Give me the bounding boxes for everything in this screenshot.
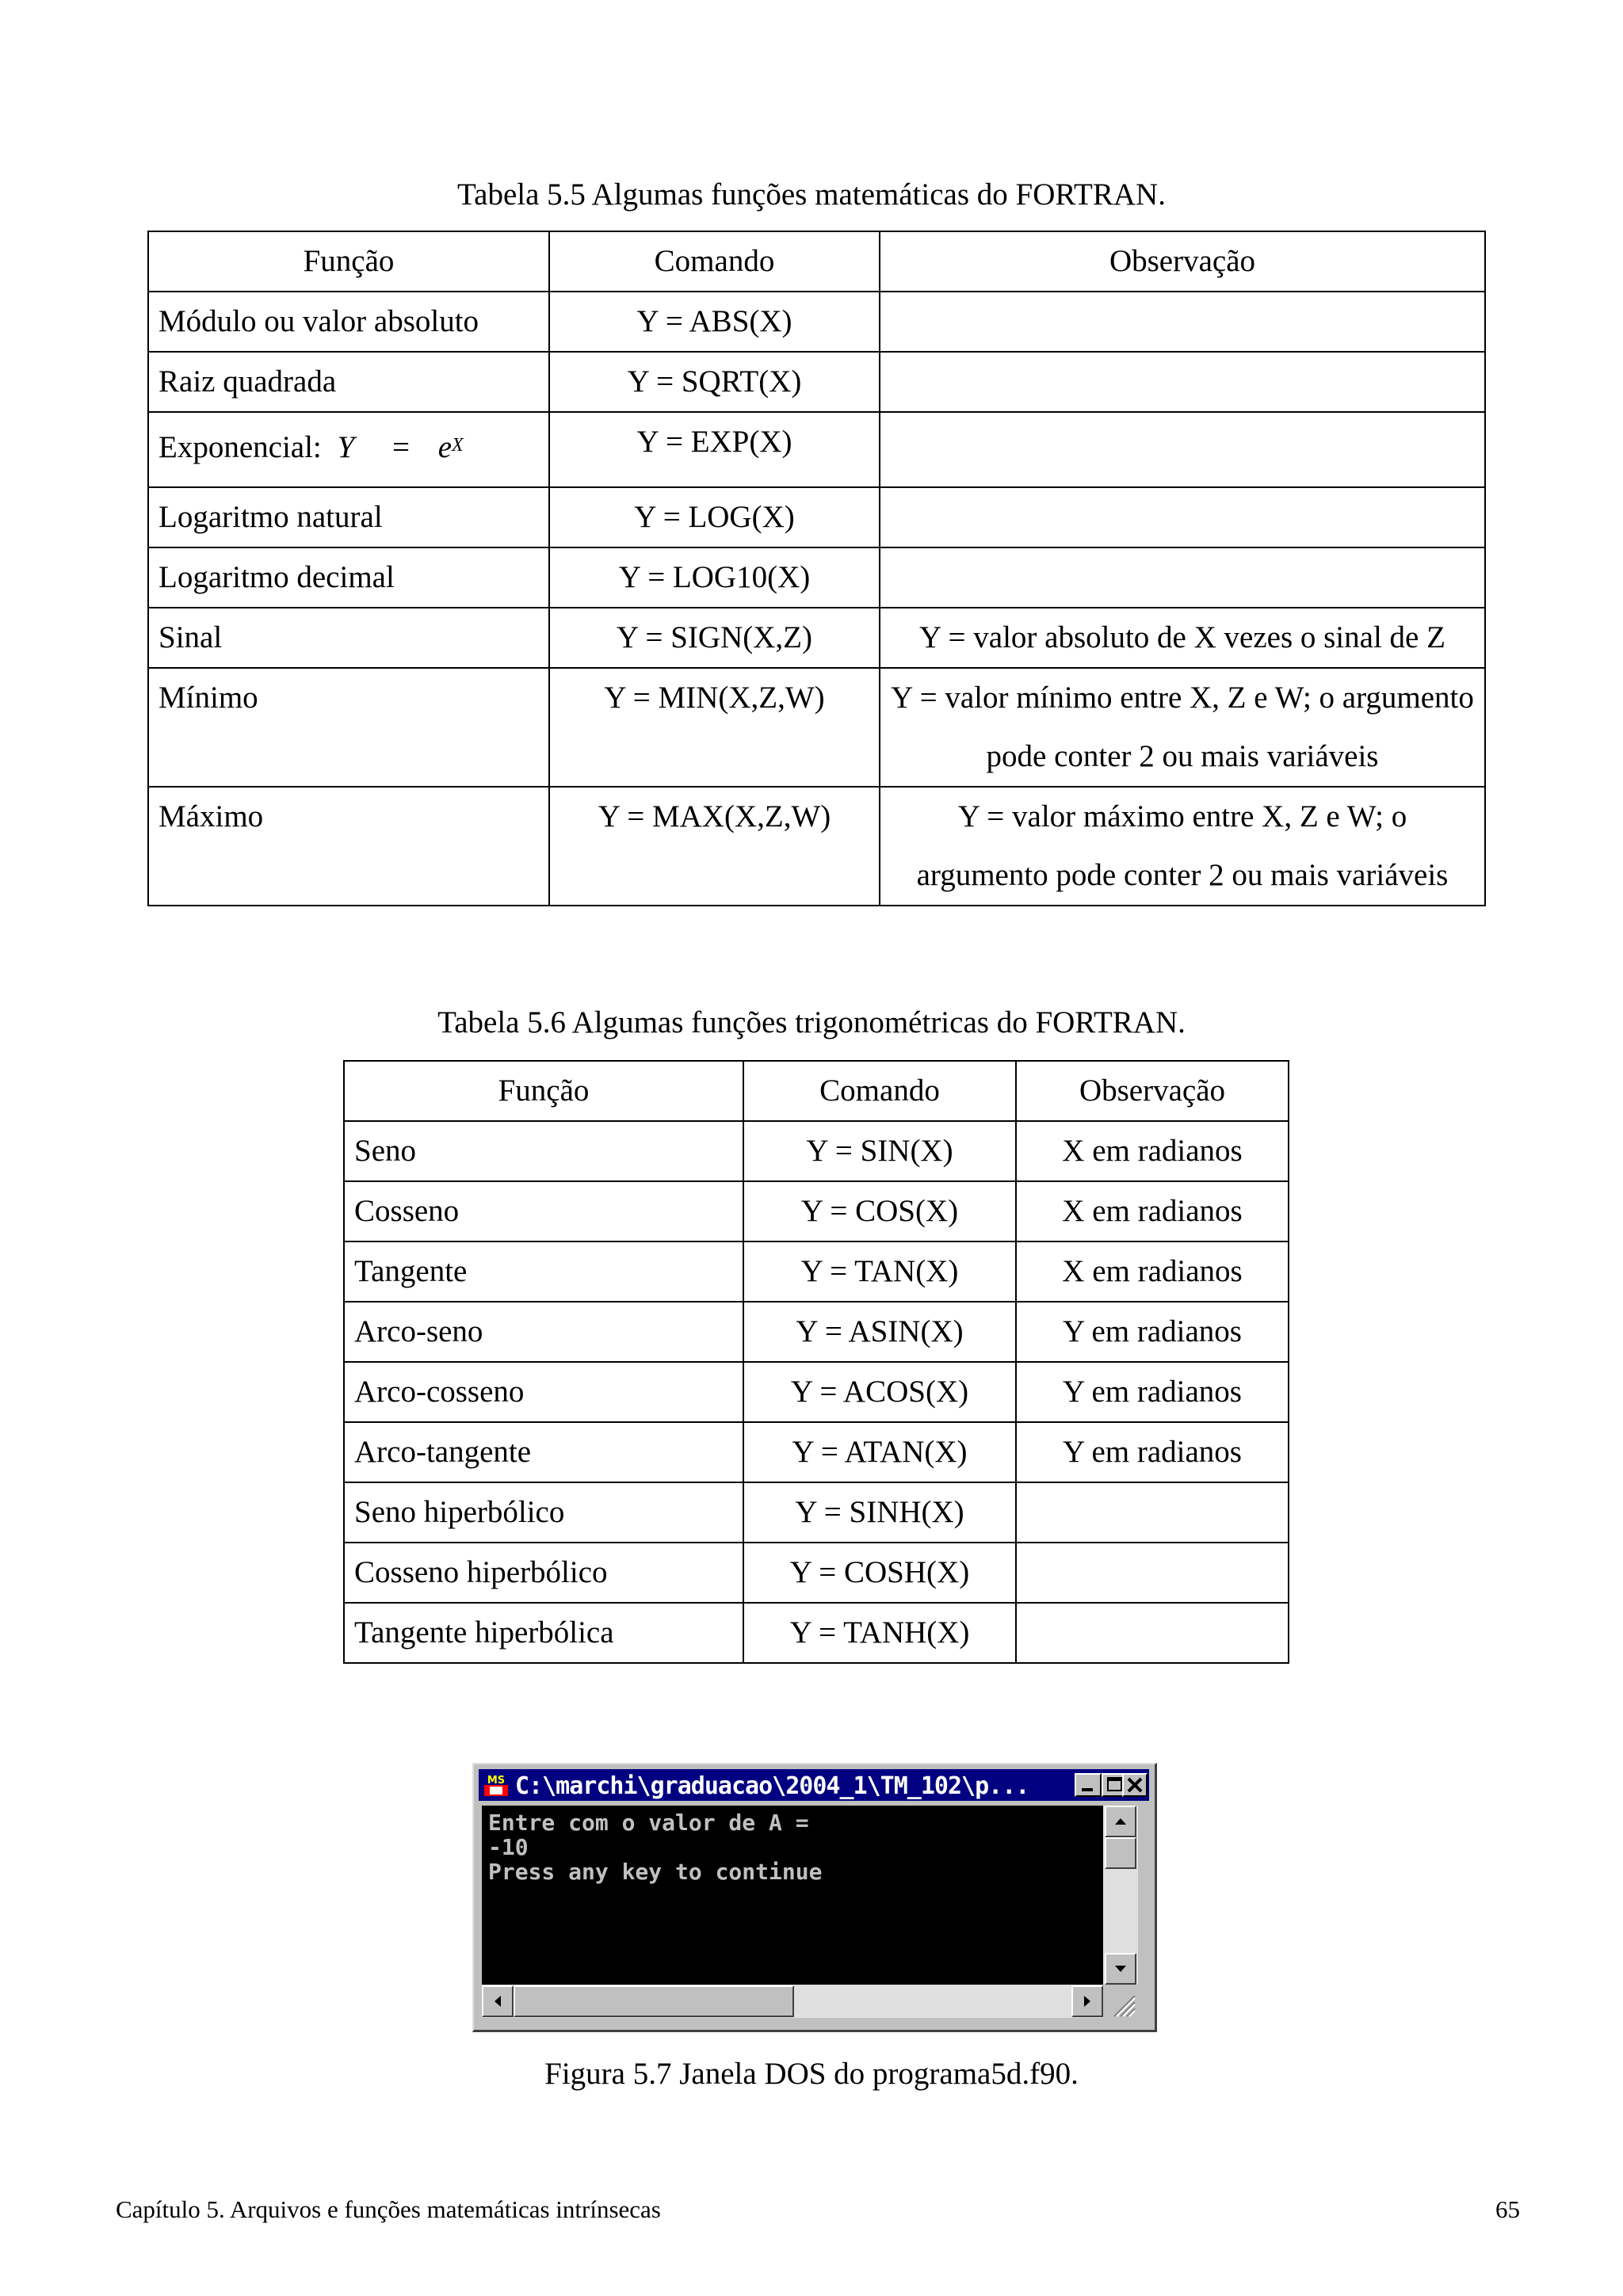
cell-funcao: Cosseno hiperbólico — [344, 1543, 743, 1603]
header-observacao: Observação — [1016, 1061, 1289, 1121]
table-row — [148, 787, 1485, 906]
figure-caption: Figura 5.7 Janela DOS do programa5d.f90. — [544, 2057, 1079, 2091]
table-row — [344, 1241, 1289, 1302]
dos-console[interactable] — [482, 1806, 1103, 1985]
cell-comando: Y = SIN(X) — [743, 1121, 1016, 1181]
console-line: -10 — [488, 1834, 529, 1860]
cell-funcao: Arco-cosseno — [344, 1362, 743, 1422]
resize-grip[interactable] — [1103, 1985, 1138, 2018]
cell-obs — [1016, 1543, 1289, 1603]
header-observacao: Observação — [880, 231, 1485, 292]
cell-funcao — [148, 412, 549, 487]
table-5-5 — [147, 231, 1486, 906]
cell-obs — [1016, 1603, 1289, 1663]
cell-obs: Y = valor máximo entre X, Z e W; o argumento pode conter 2 ou mais variáveis — [880, 787, 1485, 906]
dos-title-bar[interactable] — [479, 1769, 1149, 1801]
table-row — [148, 352, 1485, 412]
cell-funcao: Tangente hiperbólica — [344, 1603, 743, 1663]
table-row — [344, 1302, 1289, 1362]
table-row — [148, 487, 1485, 547]
minimize-icon — [1076, 1775, 1100, 1795]
vertical-scroll-thumb[interactable] — [1105, 1837, 1136, 1869]
cell-obs: Y em radianos — [1016, 1362, 1289, 1422]
table-5-5-caption: Tabela 5.5 Algumas funções matemáticas do FORTRAN. — [457, 177, 1166, 212]
close-button[interactable] — [1122, 1773, 1148, 1797]
table-row — [344, 1482, 1289, 1543]
cell-comando: Y = SINH(X) — [743, 1482, 1016, 1543]
arrow-up-icon — [1106, 1807, 1135, 1836]
scroll-up-button[interactable] — [1105, 1806, 1136, 1837]
table-5-6-caption: Tabela 5.6 Algumas funções trigonométricas do FORTRAN. — [437, 1005, 1186, 1039]
vertical-scrollbar[interactable] — [1103, 1806, 1138, 1985]
cell-funcao: Arco-tangente — [344, 1422, 743, 1482]
cell-obs: X em radianos — [1016, 1181, 1289, 1241]
cell-comando: Y = COS(X) — [743, 1181, 1016, 1241]
cell-comando: Y = LOG(X) — [549, 487, 880, 547]
table-row — [344, 1121, 1289, 1181]
cell-obs — [880, 292, 1485, 352]
table-row — [344, 1422, 1289, 1482]
cell-funcao: Mínimo — [148, 668, 549, 787]
cell-funcao: Seno hiperbólico — [344, 1482, 743, 1543]
cell-obs — [880, 487, 1485, 547]
cell-funcao: Logaritmo natural — [148, 487, 549, 547]
formula-equals: = — [391, 430, 410, 464]
cell-comando: Y = ASIN(X) — [743, 1302, 1016, 1362]
cell-comando: Y = COSH(X) — [743, 1543, 1016, 1603]
dos-window-title: C:\marchi\graduacao\2004_1\TM_102\p... — [515, 1772, 1029, 1800]
formula-lhs: Y — [337, 430, 355, 464]
cell-funcao: Raiz quadrada — [148, 352, 549, 412]
cell-obs — [880, 412, 1485, 487]
footer-chapter: Capítulo 5. Arquivos e funções matemáticas intrínsecas — [116, 2195, 661, 2223]
cell-comando: Y = EXP(X) — [549, 412, 880, 487]
minimize-button[interactable] — [1075, 1773, 1102, 1797]
close-icon — [1124, 1775, 1146, 1795]
cell-funcao: Tangente — [344, 1241, 743, 1302]
resize-grip-icon — [1103, 1985, 1138, 2018]
cell-comando: Y = MIN(X,Z,W) — [549, 668, 880, 787]
console-line: Press any key to continue — [488, 1859, 823, 1885]
cell-comando: Y = TAN(X) — [743, 1241, 1016, 1302]
horizontal-scroll-thumb[interactable] — [514, 1985, 794, 2017]
table-row — [344, 1362, 1289, 1422]
cell-obs: Y em radianos — [1016, 1302, 1289, 1362]
cell-comando: Y = ABS(X) — [549, 292, 880, 352]
cell-funcao-label: Exponencial: — [158, 430, 322, 464]
cell-comando: Y = LOG10(X) — [549, 547, 880, 608]
table-row — [148, 668, 1485, 787]
table-row — [344, 1181, 1289, 1241]
table-header-row — [344, 1061, 1289, 1121]
scroll-right-button[interactable] — [1071, 1985, 1103, 2017]
horizontal-scrollbar[interactable] — [482, 1985, 1103, 2018]
table-header-row — [148, 231, 1485, 292]
table-row — [344, 1603, 1289, 1663]
cell-obs — [1016, 1482, 1289, 1543]
table-row — [344, 1543, 1289, 1603]
arrow-down-icon — [1106, 1955, 1135, 1983]
cell-comando: Y = SQRT(X) — [549, 352, 880, 412]
table-row — [148, 608, 1485, 668]
header-funcao: Função — [344, 1061, 743, 1121]
table-row — [148, 547, 1485, 608]
header-comando: Comando — [743, 1061, 1016, 1121]
cell-obs: Y = valor absoluto de X vezes o sinal de Z — [880, 608, 1485, 668]
formula-exponent: X — [452, 435, 464, 456]
cell-obs — [880, 547, 1485, 608]
cell-funcao: Sinal — [148, 608, 549, 668]
cell-comando: Y = ACOS(X) — [743, 1362, 1016, 1422]
table-row — [148, 412, 1485, 487]
cell-obs: Y = valor mínimo entre X, Z e W; o argumento pode conter 2 ou mais variáveis — [880, 668, 1485, 787]
cell-obs: Y em radianos — [1016, 1422, 1289, 1482]
scroll-down-button[interactable] — [1105, 1953, 1136, 1985]
cell-obs — [880, 352, 1485, 412]
table-row — [148, 292, 1485, 352]
cell-comando: Y = SIGN(X,Z) — [549, 608, 880, 668]
console-line: Entre com o valor de A = — [488, 1810, 809, 1836]
cell-comando: Y = TANH(X) — [743, 1603, 1016, 1663]
cell-funcao: Arco-seno — [344, 1302, 743, 1362]
page-number: 65 — [1495, 2195, 1520, 2223]
dos-window — [472, 1763, 1157, 2032]
arrow-right-icon — [1073, 1987, 1102, 2016]
cell-funcao: Logaritmo decimal — [148, 547, 549, 608]
ms-dos-icon-label: MS — [487, 1775, 506, 1787]
cell-obs: X em radianos — [1016, 1241, 1289, 1302]
cell-comando: Y = MAX(X,Z,W) — [549, 787, 880, 906]
header-comando: Comando — [549, 231, 880, 292]
cell-comando: Y = ATAN(X) — [743, 1422, 1016, 1482]
formula-base: e — [437, 430, 453, 464]
arrow-left-icon — [483, 1987, 512, 2016]
table-5-6 — [343, 1060, 1289, 1664]
header-funcao: Função — [148, 231, 549, 292]
cell-obs: X em radianos — [1016, 1121, 1289, 1181]
cell-funcao: Máximo — [148, 787, 549, 906]
ms-dos-icon — [483, 1773, 509, 1797]
cell-funcao: Cosseno — [344, 1181, 743, 1241]
scroll-left-button[interactable] — [482, 1985, 514, 2017]
cell-funcao: Módulo ou valor absoluto — [148, 292, 549, 352]
cell-funcao: Seno — [344, 1121, 743, 1181]
